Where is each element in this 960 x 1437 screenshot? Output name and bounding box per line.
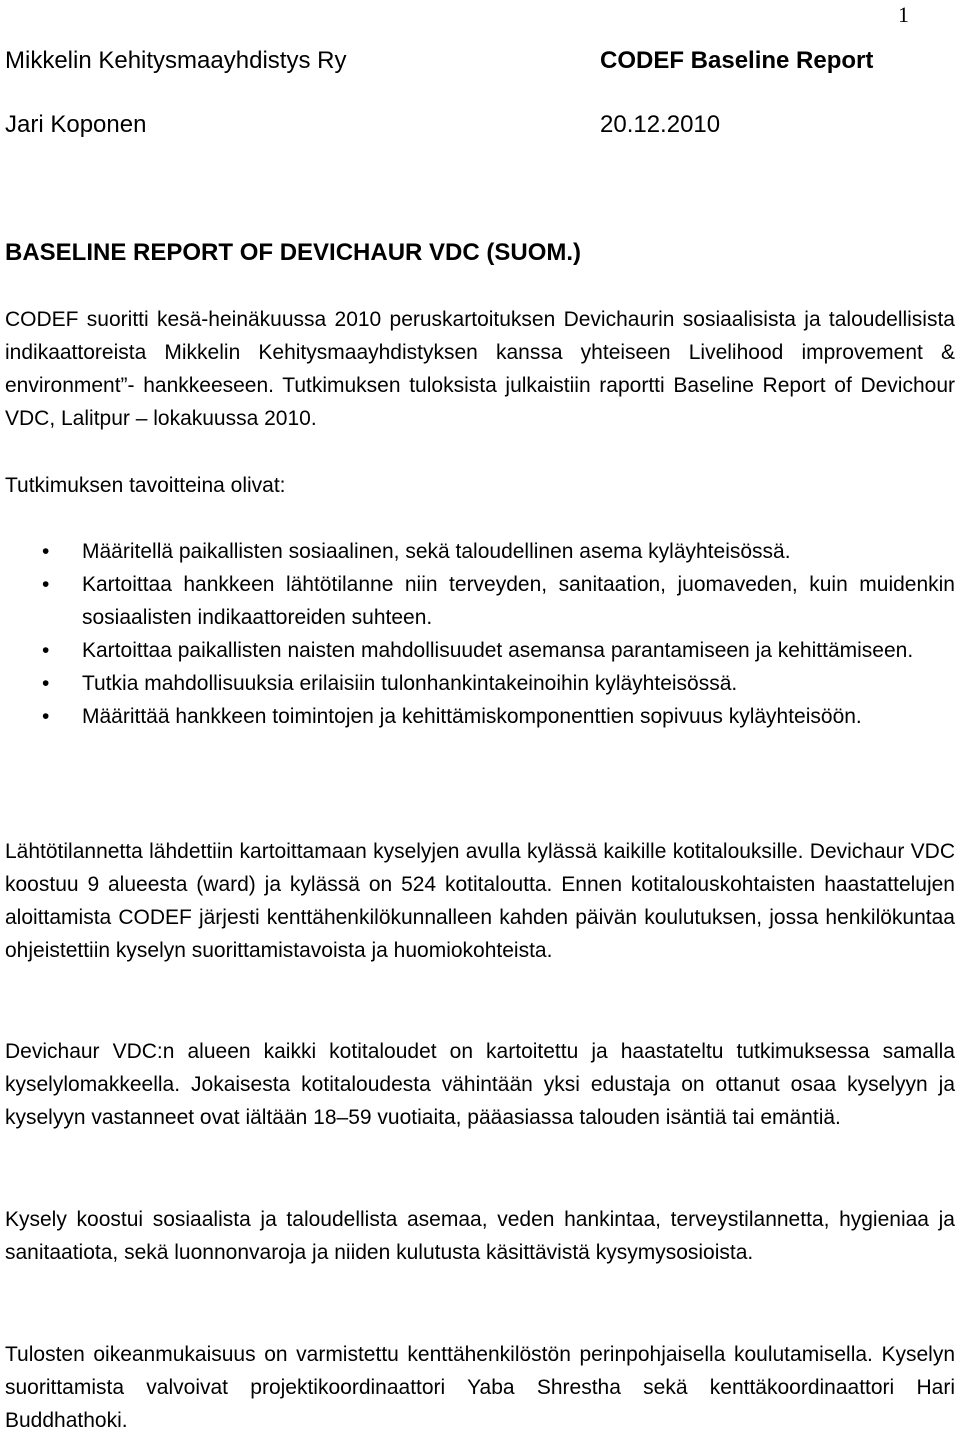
page-number: 1 xyxy=(898,2,909,27)
bullet-icon: • xyxy=(42,573,50,596)
bullet-icon: • xyxy=(42,540,50,563)
paragraph-baseline: Lähtötilannetta lähdettiin kartoittamaan kyselyjen avulla kylässä kaikille kotitalouksille. Devichaur VDC koostuu 9 alueesta (ward) ja kylässä on 524 kotitaloutta. Ennen kotitalouskohtaisten haastattelujen aloittamista CODEF järjesti kenttähenkilökunnalleen kahden päivän koulutuksen, jossa henkilökuntaa ohjeistettiin kyselyn suorittamistavoista ja huomiokohteista. xyxy=(5,840,955,962)
list-item xyxy=(0,535,955,568)
report-date: 20.12.2010 xyxy=(600,111,721,138)
paragraph-intro: CODEF suoritti kesä-heinäkuussa 2010 peruskartoituksen Devichaurin sosiaalisista ja taloudellisista indikaattoreista Mikkelin Kehitysmaayhdistyksen kanssa yhteiseen Livelihood improvement & environment”- hankkeeseen. Tutkimuksen tuloksista julkaistiin raportti Baseline Report of Devichour VDC, Lalitpur – lokakuussa 2010. xyxy=(5,308,955,430)
bullet-icon: • xyxy=(42,705,50,728)
report-title: CODEF Baseline Report xyxy=(600,47,874,74)
list-item xyxy=(0,667,955,700)
paragraph-survey: Devichaur VDC:n alueen kaikki kotitaloudet on kartoitettu ja haastateltu tutkimuksessa samalla kyselylomakkeella. Jokaisesta kotitaloudesta vähintään yksi edustaja on ottanut osaa kyselyyn ja kyselyyn vastanneet ovat iältään 18–59 vuotiaita, pääasiassa talouden isäntiä tai emäntiä. xyxy=(5,1040,955,1129)
paragraph-questions: Kysely koostui sosiaalista ja taloudellista asemaa, veden hankintaa, terveystilannetta, hygieniaa ja sanitaatiota, sekä luonnonvaroja ja niiden kulutusta käsittävistä kysymysosioista. xyxy=(5,1208,955,1264)
bullet-icon: • xyxy=(42,639,50,662)
organization-name: Mikkelin Kehitysmaayhdistys Ry xyxy=(5,47,347,74)
goals-list xyxy=(0,535,955,733)
goal-text: Kartoittaa hankkeen lähtötilanne niin terveyden, sanitaation, juomaveden, kuin muidenkin sosiaalisten indikaattoreiden suhteen. xyxy=(82,573,955,629)
document-title: BASELINE REPORT OF DEVICHAUR VDC (SUOM.) xyxy=(5,239,582,266)
list-item xyxy=(0,700,955,733)
goal-text: Tutkia mahdollisuuksia erilaisiin tulonhankintakeinoihin kyläyhteisössä. xyxy=(82,672,738,695)
goal-text: Määrittää hankkeen toimintojen ja kehittämiskomponenttien sopivuus kyläyhteisöön. xyxy=(82,705,862,728)
paragraph-results: Tulosten oikeanmukaisuus on varmistettu kenttähenkilöstön perinpohjaisella koulutamisella. Kyselyn suorittamista valvoivat projektikoordinaattori Yaba Shrestha sekä kenttäkoordinaattori Hari Buddhathoki. xyxy=(5,1343,955,1432)
paragraph-goals-intro: Tutkimuksen tavoitteina olivat: xyxy=(5,474,286,497)
goal-text: Kartoittaa paikallisten naisten mahdollisuudet asemansa parantamiseen ja kehittämiseen. xyxy=(82,639,914,662)
bullet-icon: • xyxy=(42,672,50,695)
goal-text: Määritellä paikallisten sosiaalinen, sekä taloudellinen asema kyläyhteisössä. xyxy=(82,540,791,563)
list-item xyxy=(0,634,955,667)
author-name: Jari Koponen xyxy=(5,111,147,138)
list-item xyxy=(0,568,955,634)
